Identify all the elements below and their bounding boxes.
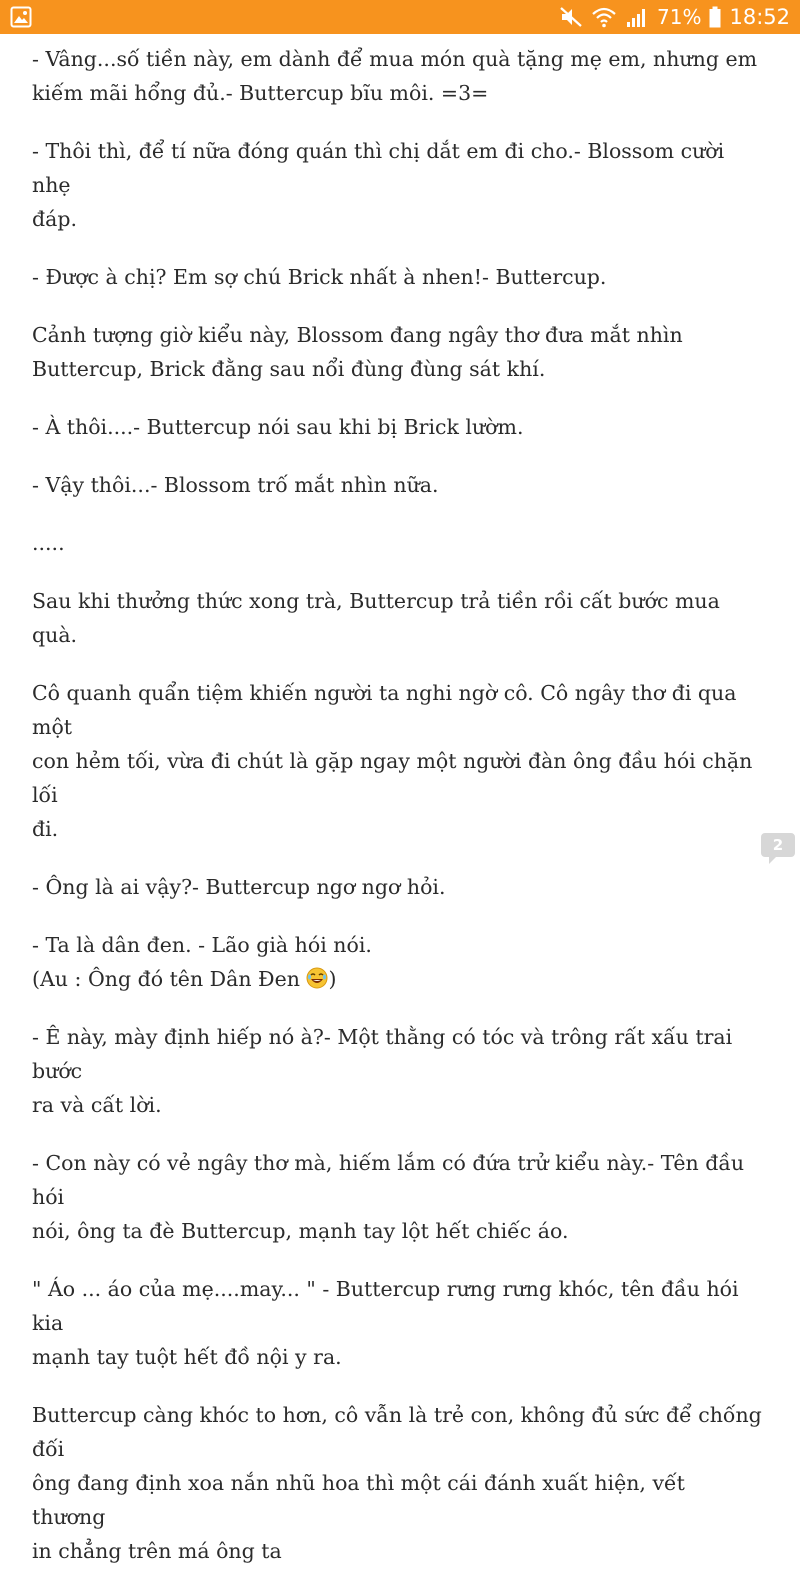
- author-note-text: (Au : Ông đó tên Dân Đen: [32, 967, 307, 991]
- paragraph-line: Cảnh tượng giờ kiểu này, Blossom đang ngây thơ đưa mắt nhìn: [32, 323, 683, 347]
- author-note-close: ): [328, 967, 337, 991]
- paragraph-line: in chẳng trên má ông ta: [32, 1539, 282, 1563]
- story-paragraph: [32, 928, 762, 996]
- paragraph-line: - Vậy thôi...- Blossom trố mắt nhìn nữa.: [32, 473, 439, 497]
- comment-count-badge[interactable]: [761, 833, 795, 857]
- paragraph-line: - Ông là ai vậy?- Buttercup ngơ ngơ hỏi.: [32, 875, 446, 899]
- author-note-line: [32, 962, 762, 996]
- story-paragraph: [32, 1146, 762, 1248]
- story-paragraph: [32, 410, 762, 444]
- story-paragraph: [32, 1020, 762, 1122]
- mute-icon: [559, 6, 583, 28]
- wifi-icon: [591, 6, 617, 28]
- laughing-emoji-icon: [306, 965, 328, 987]
- paragraph-line: - Vâng...số tiền này, em dành để mua món quà tặng mẹ em, nhưng em: [32, 47, 758, 71]
- story-paragraph: [32, 526, 762, 560]
- paragraph-line: mạnh tay tuột hết đồ nội y ra.: [32, 1345, 342, 1369]
- paragraph-line: đáp.: [32, 207, 77, 231]
- paragraph-line: nói, ông ta đè Buttercup, mạnh tay lột hết chiếc áo.: [32, 1219, 569, 1243]
- story-paragraph: [32, 1398, 769, 1568]
- image-icon: [10, 6, 32, 28]
- paragraph-line: kiếm mãi hổng đủ.- Buttercup bĩu môi. =3=: [32, 81, 489, 105]
- paragraph-line: " Áo ... áo của mẹ....may... " - Buttercup rưng rưng khóc, tên đầu hói kia: [32, 1277, 746, 1335]
- story-paragraph: [32, 676, 762, 846]
- battery-percent: 71%: [657, 5, 702, 29]
- paragraph-line: Buttercup càng khóc to hơn, cô vẫn là trẻ con, không đủ sức để chống đối: [32, 1403, 769, 1461]
- story-paragraph: [32, 318, 762, 386]
- status-bar: [0, 0, 800, 34]
- paragraph-line: - À thôi....- Buttercup nói sau khi bị Brick lườm.: [32, 415, 524, 439]
- paragraph-line: con hẻm tối, vừa đi chút là gặp ngay một người đàn ông đầu hói chặn lối: [32, 749, 759, 807]
- paragraph-line: đi.: [32, 817, 59, 841]
- story-paragraph: [32, 870, 762, 904]
- paragraph-line: - Con này có vẻ ngây thơ mà, hiếm lắm có đứa trử kiểu này.- Tên đầu hói: [32, 1151, 751, 1209]
- signal-icon: [625, 6, 649, 28]
- paragraph-line: Buttercup, Brick đằng sau nổi đùng đùng sát khí.: [32, 357, 546, 381]
- story-paragraph: [32, 468, 762, 502]
- status-icons: [559, 0, 790, 34]
- story-paragraph: [32, 42, 762, 110]
- story-paragraph: [32, 260, 762, 294]
- comment-count: 2: [772, 836, 784, 854]
- paragraph-line: ông đang định xoa nắn nhũ hoa thì một cái đánh xuất hiện, vết thương: [32, 1471, 692, 1529]
- story-paragraph: [32, 1272, 762, 1374]
- clock: 18:52: [729, 5, 790, 29]
- paragraph-line: - Ê này, mày định hiếp nó à?- Một thằng có tóc và trông rất xấu trai bước: [32, 1025, 739, 1083]
- paragraph-line: Sau khi thưởng thức xong trà, Buttercup trả tiền rồi cất bước mua quà.: [32, 589, 727, 647]
- story-content: [32, 42, 769, 1592]
- story-paragraph: [32, 584, 762, 652]
- paragraph-line: Cô quanh quẩn tiệm khiến người ta nghi ngờ cô. Cô ngây thơ đi qua một: [32, 681, 743, 739]
- story-paragraph: [32, 134, 762, 236]
- paragraph-line: - Được à chị? Em sợ chú Brick nhất à nhen!- Buttercup.: [32, 265, 607, 289]
- paragraph-line: - Thôi thì, để tí nữa đóng quán thì chị dắt em đi cho.- Blossom cười nhẹ: [32, 139, 731, 197]
- paragraph-line: .....: [32, 531, 65, 555]
- battery-icon: [709, 6, 721, 28]
- paragraph-line: - Ta là dân đen. - Lão già hói nói.: [32, 933, 372, 957]
- paragraph-line: ra và cất lời.: [32, 1093, 162, 1117]
